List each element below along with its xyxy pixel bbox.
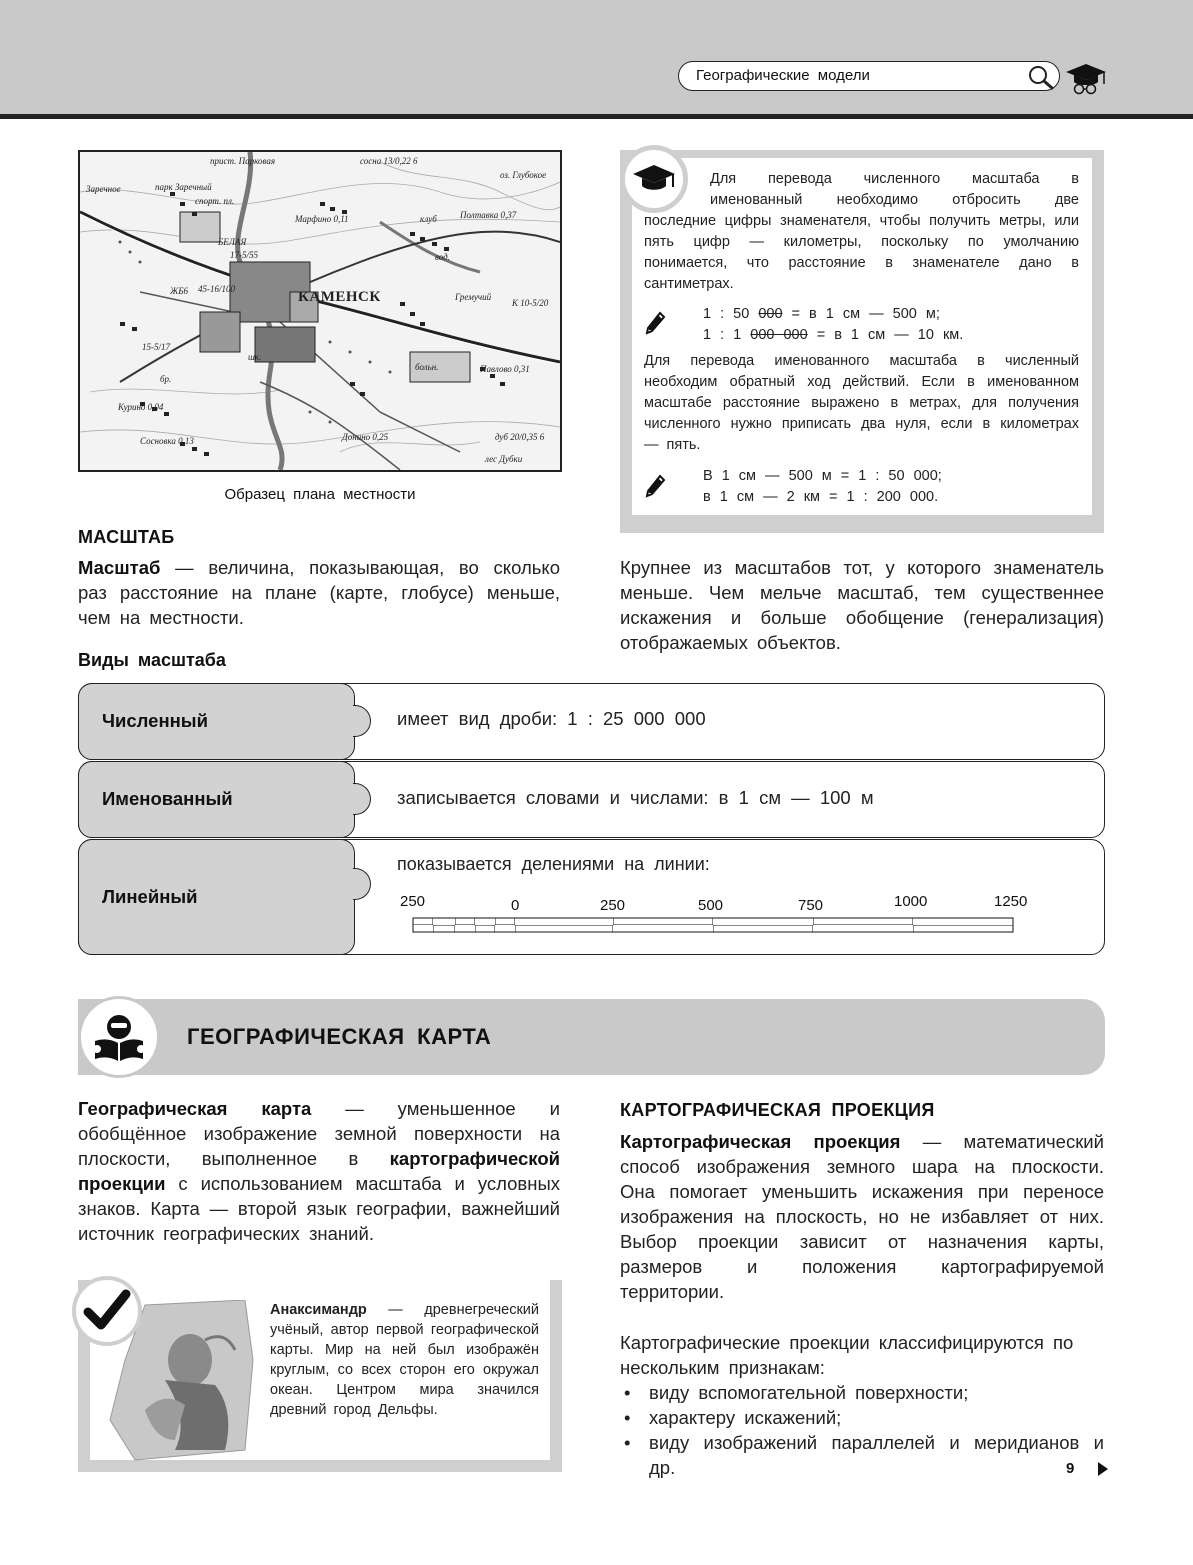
map-label: клуб: [420, 214, 437, 224]
linear-scale-label: 0: [511, 897, 520, 914]
note-para-1: Для перевода численного масштаба в именованный необходимо отбросить две последние цифры знаменателя, чтобы получить метры, или пять цифр — километры, поскольку по умолчанию понимается, что расстояние в знаменателе дано в сантиметрах.: [644, 171, 1079, 292]
map-label: Курино 0,04: [118, 402, 164, 412]
scale-type-name: Именованный: [102, 788, 233, 809]
map-label: дуб 20/0,35 6: [495, 432, 545, 442]
map-label: 45-16/100: [198, 284, 235, 294]
map-label: Донино 0,25: [342, 432, 389, 442]
terrain-plan-map: [78, 150, 562, 472]
map-label: Марфино 0,11: [295, 214, 349, 224]
note-example-2: В 1 см — 500 м = 1 : 50 000; в 1 см — 2 км = 1 : 200 000.: [703, 468, 942, 505]
map-label: Заречное: [86, 184, 121, 194]
graduation-cap-glasses-icon: [1064, 62, 1108, 96]
projection-intro: Картографические проекции классифицируются по нескольким признакам:: [620, 1332, 1074, 1378]
map-caption: Образец плана местности: [224, 486, 416, 503]
map-label: Полтавка 0,37: [460, 210, 517, 220]
map-label: больн.: [415, 362, 439, 372]
map-label: ЖБ6: [170, 286, 189, 296]
scale-type-description: записывается словами и числами: в 1 см — 100 м: [397, 787, 874, 808]
scale-heading: МАСШТАБ: [78, 527, 175, 547]
header-rule: [0, 114, 1193, 119]
list-item: • виду изображений параллелей и меридианов и др.: [620, 1430, 1104, 1480]
map-label: оз. Глубокое: [500, 170, 547, 180]
projection-heading: КАРТОГРАФИЧЕСКАЯ ПРОЕКЦИЯ: [620, 1100, 935, 1120]
linear-scale-label: 500: [698, 897, 724, 914]
linear-scale-label: 1000: [894, 893, 928, 910]
terrain-plan-graphic: [80, 152, 560, 470]
map-label: шк.: [248, 352, 262, 362]
list-item: • виду вспомогательной поверхности;: [620, 1380, 1104, 1405]
checkmark-badge: [72, 1276, 142, 1346]
map-label: Гремучий: [455, 292, 492, 302]
list-item: • характеру искажений;: [620, 1405, 1104, 1430]
scale-type-name: Численный: [102, 710, 208, 731]
search-icon[interactable]: [1027, 64, 1055, 90]
header-band: [0, 0, 1193, 114]
scale-type-name: Линейный: [102, 886, 198, 907]
note-example-1: 1 : 50 000 = в 1 см — 500 м; 1 : 1 000 000 = в 1 см — 10 км.: [703, 306, 964, 343]
pencil-icon: [644, 311, 666, 337]
scale-size-paragraph: Крупнее из масштабов тот, у которого знаменатель меньше. Чем мельче масштаб, тем существеннее искажения и больше обобщение (генерализация) отображаемых объектов.: [620, 557, 1104, 653]
scale-type-description: показывается делениями на линии:: [397, 854, 710, 874]
reader-badge: [78, 996, 160, 1078]
map-label: бр.: [160, 374, 172, 384]
linear-scale-label: 250: [400, 893, 426, 910]
checkmark-icon: [76, 1280, 138, 1342]
map-label: парк Заречный: [155, 182, 212, 192]
map-label: спорт. пл.: [195, 196, 235, 206]
projection-definition: Картографическая проекция — математический способ изображения земного шара на плоскости. Она помогает уменьшить искажения при переносе изображения на плоскость, но не избавляет от них. Выбор проекции зависит от назначения карты, размеров и положения картографируемой территории.: [620, 1131, 1104, 1302]
search-text: Географические модели: [696, 67, 870, 84]
map-label: лес Дубки: [485, 454, 523, 464]
geo-map-definition: Географическая карта — уменьшенное и обобщённое изображение земной поверхности на плоскости, выполненное в картографической проекции с использованием масштаба и условных знаков. Карта — второй язык географии, важнейший источник географических знаний.: [78, 1098, 560, 1244]
linear-scale-label: 1250: [994, 893, 1028, 910]
map-label: прист. Парковая: [210, 156, 275, 166]
map-label: БЕЛАЯ: [218, 237, 247, 247]
note-para-2: Для перевода именованного масштаба в численный необходим обратный ход действий. Если в именованном масштабе расстояние выражено в метрах, для получения численного нужно приписать два нуля, если в километрах — пять.: [644, 353, 1079, 453]
scale-type-description: имеет вид дроби: 1 : 25 000 000: [397, 708, 706, 729]
section-title: ГЕОГРАФИЧЕСКАЯ КАРТА: [187, 1024, 492, 1049]
map-label: Сосновка 0,13: [140, 436, 194, 446]
map-label: 15-5/17: [142, 342, 170, 352]
map-label: К 10-5/20: [512, 298, 549, 308]
map-label: сосна 13/0,22 6: [360, 156, 418, 166]
anaximander-text: Анаксимандр — древнегреческий учёный, автор первой географической карты. Мир на ней был изображён круглым, со всех сторон его окружал океан. Центром мира значился древний город Дельфы.: [270, 1302, 539, 1418]
linear-scale-label: 750: [798, 897, 824, 914]
next-page-arrow-icon[interactable]: [1098, 1462, 1108, 1476]
page-number: 9: [1066, 1460, 1075, 1477]
map-label: Павлово 0,31: [480, 364, 530, 374]
scale-types-title: Виды масштаба: [78, 650, 226, 670]
linear-scale-bar: [412, 917, 1016, 935]
map-town-label: КАМЕНСК: [298, 289, 381, 305]
projection-criteria-list: [620, 1380, 1104, 1480]
map-label: 17-5/55: [230, 250, 258, 260]
pencil-icon: [644, 474, 666, 500]
linear-scale-label: 250: [600, 897, 626, 914]
scale-definition: Масштаб — величина, показывающая, во сколько раз расстояние на плане (карте, глобусе) меньше, чем на местности.: [78, 557, 560, 628]
reader-icon: [81, 999, 157, 1075]
map-label: вод.: [435, 252, 450, 262]
